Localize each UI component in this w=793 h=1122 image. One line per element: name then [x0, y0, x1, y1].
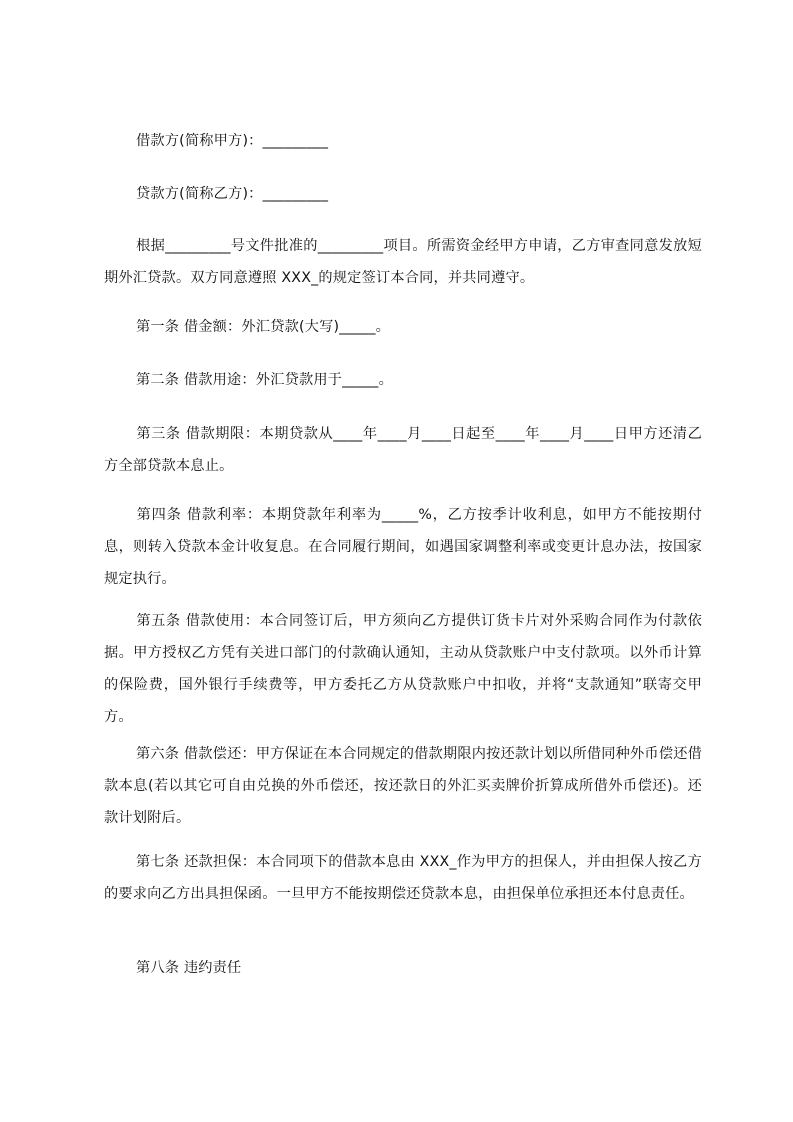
article-8-text: 第八条 违约责任 [136, 960, 242, 976]
article-2 [104, 364, 702, 396]
article-8 [104, 952, 702, 984]
lender-line [104, 178, 702, 210]
article-7-text: 第七条 还款担保：本合同项下的借款本息由 XXX_作为甲方的担保人，并由担保人按乙方的要求向乙方出具担保函。一旦甲方不能按期偿还贷款本息，由担保单位承担还本付息责任。 [104, 854, 702, 902]
borrower-text: 借款方(简称甲方)：_________ [136, 133, 329, 149]
article-4 [104, 499, 702, 595]
article-2-text: 第二条 借款用途：外汇贷款用于_____。 [136, 372, 393, 388]
preamble-paragraph [104, 230, 702, 294]
article-3 [104, 418, 702, 482]
lender-text: 贷款方(简称乙方)：_________ [136, 186, 329, 202]
article-1 [104, 311, 702, 343]
article-7 [104, 846, 702, 910]
article-6 [104, 738, 702, 834]
article-6-text: 第六条 借款偿还：甲方保证在本合同规定的借款期限内按还款计划以所借同种外币偿还借款本息(若以其它可自由兑换的外币偿还，按还款日的外汇买卖牌价折算成所借外币偿还)。还款计划附后。 [104, 746, 702, 826]
article-5 [104, 605, 702, 733]
article-5-text: 第五条 借款使用：本合同签订后，甲方须向乙方提供订货卡片对外采购合同作为付款依据。甲方授权乙方凭有关进口部门的付款确认通知，主动从贷款账户中支付款项。以外币计算的保险费，国外银行手续费等，甲方委托乙方从贷款账户中扣收，并将“支款通知”联寄交甲方。 [104, 613, 702, 725]
borrower-line [104, 125, 702, 157]
article-4-text: 第四条 借款利率：本期贷款年利率为_____%，乙方按季计收利息，如甲方不能按期付息，则转入贷款本金计收复息。在合同履行期间，如遇国家调整利率或变更计息办法，按国家规定执行。 [104, 507, 702, 587]
article-1-text: 第一条 借金额：外汇贷款(大写)_____。 [136, 319, 391, 335]
preamble-text: 根据_________号文件批准的_________项目。所需资金经甲方申请，乙方审查同意发放短期外汇贷款。双方同意遵照 XXX_的规定签订本合同，并共同遵守。 [104, 238, 702, 286]
article-3-text: 第三条 借款期限：本期贷款从____年____月____日起至____年____月____日甲方还清乙方全部贷款本息止。 [104, 426, 702, 474]
